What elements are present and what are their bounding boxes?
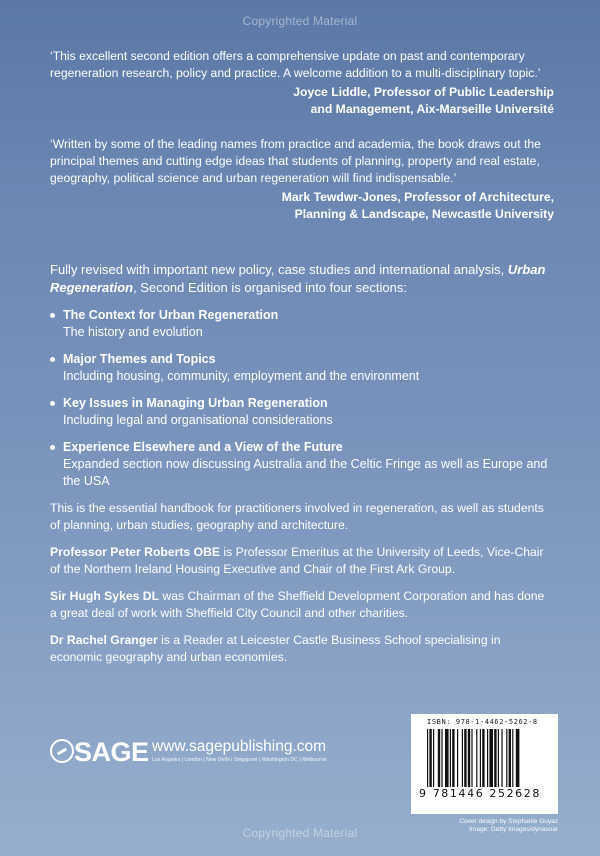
- barcode-stripe: [509, 729, 511, 787]
- barcode-stripe: [450, 729, 451, 787]
- author-name: Sir Hugh Sykes DL: [50, 589, 160, 603]
- barcode-stripe: [476, 729, 477, 787]
- watermark-top: Copyrighted Material: [242, 14, 358, 28]
- barcode-stripe: [489, 729, 493, 787]
- section-title: The Context for Urban Regeneration: [63, 308, 279, 322]
- publisher-cities: Los Angeles | London | New Delhi | Singapore | Washington DC | Melbourne: [152, 757, 327, 763]
- author-name: Dr Rachel Granger: [50, 633, 158, 647]
- author-bio: is Professor Emeritus at the University of Leeds, Vice-Chair of the Northern Ireland Housing Executive and Chair of the First Ark Group.: [50, 545, 544, 576]
- isbn-text: ISBN: 978-1-4462-5262-8: [427, 718, 538, 726]
- publisher-block: [50, 737, 380, 771]
- barcode-stripe: [438, 729, 440, 787]
- sage-logo-icon: [50, 739, 74, 763]
- author-bio: was Chairman of the Sheffield Development Corporation and has done a great deal of work with Sheffield City Council and other charities.: [50, 589, 545, 620]
- quote-2-attribution-line-2: Planning & Landscape, Newcastle University: [294, 207, 554, 221]
- barcode-stripe: [498, 729, 499, 787]
- list-item: [50, 307, 554, 341]
- quote-2-attribution: [50, 189, 554, 223]
- barcode-stripe: [464, 729, 466, 787]
- barcode-stripe: [457, 729, 458, 787]
- barcode-stripe: [506, 729, 507, 787]
- barcode-stripe: [516, 729, 520, 787]
- list-item: [50, 351, 554, 385]
- book-title: Urban Regeneration: [50, 262, 546, 295]
- section-description: Including housing, community, employment and the environment: [63, 369, 420, 383]
- author-bio-granger: [50, 632, 554, 666]
- barcode-stripe: [487, 729, 488, 787]
- barcode-stripe: [445, 729, 449, 787]
- intro-before: Fully revised with important new policy, case studies and international analysis,: [50, 262, 508, 277]
- author-name: Professor Peter Roberts OBE: [50, 545, 221, 559]
- barcode-stripe: [462, 729, 463, 787]
- barcode-stripe: [429, 729, 431, 787]
- quote-2-text: ‘Written by some of the leading names from practice and academia, the book draws out the principal themes and cutting edge ideas that students of planning, property and real estate, geography, political science and urban regeneration will find indispensable.’: [50, 137, 541, 185]
- barcode-box: [411, 714, 558, 814]
- barcode-stripe: [468, 729, 470, 787]
- cover-design-credit: Cover design by Stephanie Guyaz: [459, 818, 558, 825]
- publisher-logo-text: SAGE: [74, 737, 149, 767]
- barcode-stripe: [494, 729, 496, 787]
- section-title: Major Themes and Topics: [63, 352, 216, 366]
- author-bio-sykes: [50, 588, 554, 622]
- quote-1-text: ‘This excellent second edition offers a comprehensive update on past and contemporary regeneration research, policy and practice. A welcome addition to a multi-disciplinary topic.’: [50, 49, 541, 80]
- barcode-stripe: [427, 729, 428, 787]
- section-title: Experience Elsewhere and a View of the Future: [63, 440, 343, 454]
- intro-paragraph: [50, 261, 554, 297]
- barcode-stripe: [471, 729, 472, 787]
- quote-1-attribution-line-2: and Management, Aix-Marseille Université: [310, 102, 554, 116]
- barcode-digits: 9 781446 252628: [419, 787, 541, 800]
- image-credit: Image: Getty Images/dynasoar: [469, 826, 558, 833]
- intro-after: , Second Edition is organised into four sections:: [133, 280, 407, 295]
- quote-1-attribution: [50, 84, 554, 118]
- sections-list: [50, 307, 554, 490]
- list-item: [50, 395, 554, 429]
- barcode-stripe: [480, 729, 481, 787]
- handbook-paragraph: This is the essential handbook for practitioners involved in regeneration, as well as students of planning, urban studies, geography and architecture.: [50, 501, 544, 532]
- back-cover-content: [50, 48, 554, 676]
- barcode-stripe: [501, 729, 502, 787]
- quote-2-attribution-line-1: Mark Tewdwr-Jones, Professor of Architecture,: [281, 190, 554, 204]
- barcode-stripe: [512, 729, 513, 787]
- section-description: Including legal and organisational considerations: [63, 413, 333, 427]
- list-item: [50, 439, 554, 490]
- section-description: Expanded section now discussing Australia and the Celtic Fringe as well as Europe and the USA: [63, 457, 548, 488]
- publisher-website: www.sagepublishing.com: [152, 738, 327, 755]
- barcode-stripe: [433, 729, 434, 787]
- section-description: The history and evolution: [63, 325, 203, 339]
- section-title: Key Issues in Managing Urban Regeneration: [63, 396, 328, 410]
- author-bio: is a Reader at Leicester Castle Business School specialising in economic geography and urban economies.: [50, 633, 501, 664]
- barcode-stripe: [482, 729, 484, 787]
- watermark-bottom: Copyrighted Material: [242, 826, 358, 840]
- barcode-stripe: [441, 729, 442, 787]
- author-bio-roberts: [50, 544, 554, 578]
- barcode-icon: [427, 729, 545, 787]
- quote-1-attribution-line-1: Joyce Liddle, Professor of Public Leadership: [293, 85, 554, 99]
- barcode-stripe: [452, 729, 454, 787]
